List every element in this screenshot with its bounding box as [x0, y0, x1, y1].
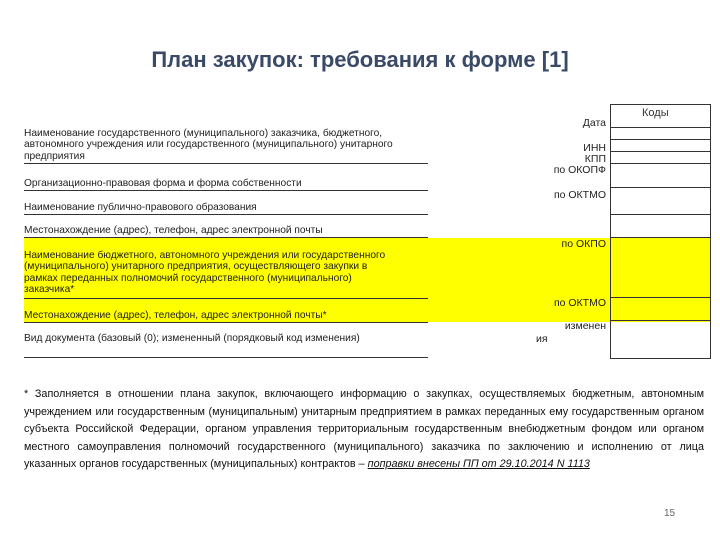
- label-date: Дата: [582, 117, 606, 129]
- codes-grid: [610, 104, 712, 360]
- label-kpp: КПП: [584, 153, 606, 165]
- codes-header: Коды: [642, 107, 669, 119]
- label-oktmo-2: по ОКТМО: [553, 297, 606, 309]
- field-underline: [24, 214, 428, 215]
- field-underline: [24, 190, 428, 191]
- field-legal-form: Организационно-правовая форма и форма собственности: [24, 178, 302, 189]
- field-address-star: Местонахождение (адрес), телефон, адрес электронной почты*: [24, 310, 327, 321]
- footnote: [24, 386, 704, 474]
- field-institution-name: Наименование бюджетного, автономного учреждения или государственного (муниципального) унитарного предприятия, осуществляющего закупки в рамках переданных полномочий государственного (муниципального) заказчика*: [24, 250, 386, 296]
- field-underline: [24, 237, 428, 238]
- field-underline: [24, 298, 428, 299]
- field-customer-name: Наименование государственного (муниципального) заказчика, бюджетного, автономного учреждения или государственного (муниципального) унитарного предприятия: [24, 128, 393, 162]
- label-okopf: по ОКОПФ: [553, 164, 606, 176]
- field-underline: [24, 163, 428, 164]
- label-change-cont: ия: [536, 333, 548, 345]
- field-address: Местонахождение (адрес), телефон, адрес электронной почты: [24, 225, 323, 236]
- field-public-entity: Наименование публично-правового образования: [24, 202, 257, 213]
- footnote-text: * Заполняется в отношении плана закупок, включающего информацию о закупках, осуществляемых бюджетным, автономным учреждением или государственным (муниципальным) унитарным предприятием в рамках переданных ему государственным органом субъекта Российской Федерации, органом управления территориальным государственным внебюджетным фондом или органом местного самоуправления полномочий государственного (муниципального) заказчика по заключению и исполнению от лица указанных органов государственных (муниципальных) контрактов –: [24, 388, 704, 471]
- page-title: План закупок: требования к форме [1]: [151, 47, 569, 72]
- field-underline: [24, 322, 428, 323]
- label-oktmo: по ОКТМО: [553, 189, 606, 201]
- field-underline: [24, 357, 428, 358]
- label-okpo: по ОКПО: [561, 238, 606, 250]
- label-inn: ИНН: [583, 142, 606, 154]
- field-document-type: Вид документа (базовый (0); измененный (порядковый код изменения): [24, 333, 360, 344]
- page-number: 15: [664, 508, 676, 519]
- footnote-link[interactable]: поправки внесены ПП от 29.10.2014 N 1113: [367, 458, 590, 471]
- label-change: изменен: [564, 320, 606, 332]
